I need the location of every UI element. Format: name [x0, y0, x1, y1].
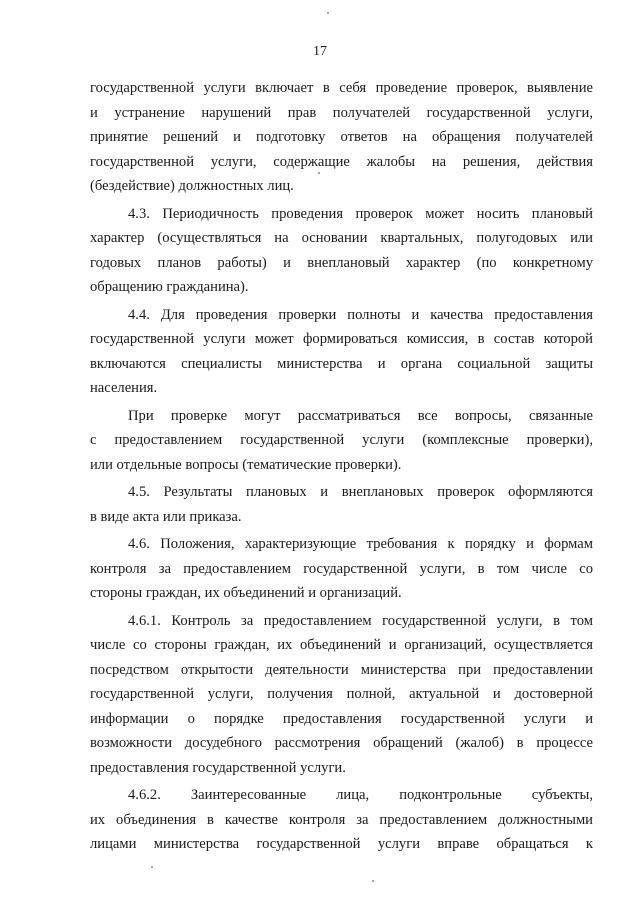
- text-line: государственной услуги может формироваться комиссия, в состав которой: [90, 331, 593, 347]
- text-line: (бездействие) должностных лиц.: [90, 178, 294, 194]
- paragraph-4-5: [90, 480, 593, 529]
- text-line: лицами министерства государственной услуги вправе обращаться к: [90, 836, 593, 852]
- scan-speck: [318, 172, 320, 174]
- text-line: предоставления государственной услуги.: [90, 759, 346, 776]
- text-line: информации о порядке предоставления государственной услуги и: [90, 710, 593, 727]
- text-line: 4.6.2. Заинтересованные лица, подконтрольные субъекты,: [128, 787, 593, 803]
- text-line: населения.: [90, 380, 158, 396]
- text-line: стороны граждан, их объединений и организаций.: [90, 585, 402, 601]
- text-line: государственной услуги включает в себя проведение проверок, выявление: [90, 80, 593, 96]
- scan-speck: [151, 866, 153, 868]
- text-line: или отдельные вопросы (тематические проверки).: [90, 456, 402, 473]
- text-line: годовых планов работы) и внеплановый характер (по конкретному: [90, 254, 593, 271]
- paragraph-4-6: [90, 532, 593, 606]
- document-body: [90, 76, 593, 860]
- text-line: числе со стороны граждан, их объединений и организаций, осуществляется: [90, 637, 593, 653]
- paragraph-4-6-2: [90, 783, 593, 857]
- page-number: 17: [313, 44, 327, 59]
- text-line: и устранение нарушений прав получателей государственной услуги,: [90, 104, 593, 121]
- text-line: 4.5. Результаты плановых и внеплановых проверок оформляются: [128, 484, 593, 500]
- paragraph-4-6-1: [90, 609, 593, 781]
- text-line: обращению гражданина).: [90, 279, 249, 295]
- text-line: 4.6. Положения, характеризующие требования к порядку и формам: [128, 536, 593, 552]
- text-line: посредством открытости деятельности министерства при предоставлении: [90, 661, 593, 678]
- text-line: включаются специалисты министерства и органа социальной защиты: [90, 355, 593, 372]
- text-line: принятие решений и подготовку ответов на обращения получателей: [90, 129, 593, 145]
- scan-speck: [372, 880, 374, 882]
- text-line: 4.4. Для проведения проверки полноты и качества предоставления: [128, 306, 593, 323]
- text-line: государственной услуги, содержащие жалобы на решения, действия: [90, 153, 593, 170]
- text-line: возможности досудебного рассмотрения обращений (жалоб) в процессе: [90, 735, 593, 751]
- paragraph-0: [90, 76, 593, 199]
- scan-speck: [327, 12, 329, 14]
- paragraph-4-3: [90, 202, 593, 300]
- text-line: При проверке могут рассматриваться все вопросы, связанные: [128, 407, 593, 424]
- text-line: характер (осуществляться на основании квартальных, полугодовых или: [90, 230, 593, 246]
- text-line: контроля за предоставлением государственной услуги, в том числе со: [90, 560, 593, 577]
- paragraph-4-4: [90, 303, 593, 401]
- text-line: в виде акта или приказа.: [90, 508, 242, 525]
- text-line: их объединения в качестве контроля за предоставлением должностными: [90, 811, 593, 828]
- text-line: 4.3. Периодичность проведения проверок может носить плановый: [128, 205, 593, 222]
- paragraph-checks: [90, 404, 593, 478]
- text-line: государственной услуги, получения полной, актуальной и достоверной: [90, 686, 593, 702]
- text-line: 4.6.1. Контроль за предоставлением государственной услуги, в том: [128, 612, 593, 629]
- text-line: с предоставлением государственной услуги (комплексные проверки),: [90, 432, 593, 448]
